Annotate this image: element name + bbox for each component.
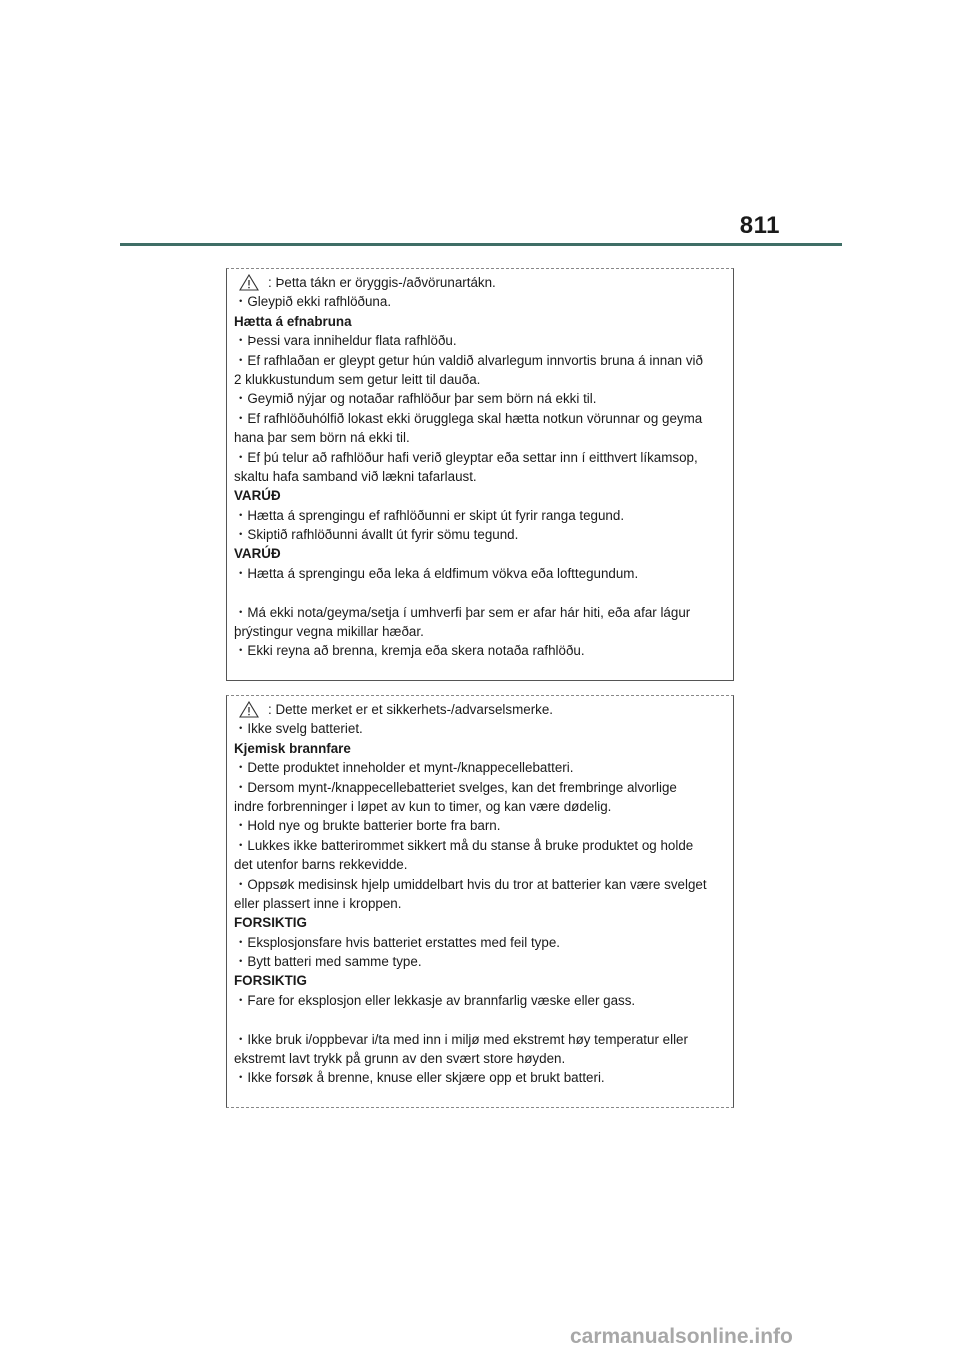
blank-line (234, 1010, 725, 1029)
text-line: ・Gleypið ekki rafhlöðuna. (234, 294, 392, 310)
text-line: ・Ef rafhlöðuhólfið lokast ekki örugglega skal hætta notkun vörunnar og geyma (234, 410, 703, 426)
text-line: ・Eksplosjonsfare hvis batteriet erstattes med feil type. (234, 934, 560, 950)
warning-triangle-icon (239, 701, 259, 718)
section-heading: Hætta á efnabruna (234, 313, 352, 329)
text-line: indre forbrenninger i løpet av kun to timer, og kan være dødelig. (234, 798, 612, 814)
text-line: ・Ikke bruk i/oppbevar i/ta med inn i miljø med ekstremt høy temperatur eller (234, 1031, 688, 1047)
warning-triangle-icon (239, 274, 259, 291)
norwegian-warning-note: : Dette merket er et sikkerhets-/advarselsmerke. (268, 702, 554, 717)
watermark: carmanualsonline.info (570, 1325, 793, 1348)
text-line: ・Ef rafhlaðan er gleypt getur hún valdið alvarlegum innvortis bruna á innan við (234, 352, 703, 368)
text-line: ・Dette produktet inneholder et mynt-/knappecellebatteri. (234, 760, 574, 776)
text-line: ・Ekki reyna að brenna, kremja eða skera notaða rafhlöðu. (234, 643, 585, 659)
section-heading: Kjemisk brannfare (234, 740, 351, 756)
text-line: ・Hætta á sprengingu ef rafhlöðunni er skipt út fyrir ranga tegund. (234, 507, 625, 523)
text-line: eller plassert inne i kroppen. (234, 895, 402, 911)
page-number: 811 (739, 212, 780, 239)
text-line: ・Ikke svelg batteriet. (234, 721, 363, 737)
text-line: ・Ef þú telur að rafhlöður hafi verið gleyptar eða settar inn í eitthvert líkamsop, (234, 449, 698, 465)
caution-heading: VARÚÐ (234, 546, 281, 562)
text-line: ・Bytt batteri med samme type. (234, 954, 422, 970)
caution-heading: FORSIKTIG (234, 915, 307, 931)
icelandic-warning-box (226, 268, 734, 681)
text-line: ・Hætta á sprengingu eða leka á eldfimum vökva eða lofttegundum. (234, 565, 639, 581)
icelandic-warning-note: : Þetta tákn er öryggis-/aðvörunartákn. (268, 275, 496, 290)
text-line: ekstremt lavt trykk på grunn av den svært store høyden. (234, 1051, 566, 1067)
blank-line (234, 583, 725, 602)
text-line: ・Lukkes ikke batterirommet sikkert må du stanse å bruke produktet og holde (234, 837, 694, 853)
text-line: ・Dersom mynt-/knappecellebatteriet svelges, kan det frembringe alvorlige (234, 779, 677, 795)
text-line: skaltu hafa samband við lækni tafarlaust. (234, 468, 477, 484)
text-line: ・Skiptið rafhlöðunni ávallt út fyrir sömu tegund. (234, 527, 519, 543)
text-line: det utenfor barns rekkevidde. (234, 857, 408, 873)
text-line: ・Geymið nýjar og notaðar rafhlöður þar sem börn ná ekki til. (234, 391, 597, 407)
text-line: 2 klukkustundum sem getur leitt til dauða. (234, 371, 481, 387)
text-line: ・Hold nye og brukte batterier borte fra barn. (234, 818, 501, 834)
text-line: ・Oppsøk medisinsk hjelp umiddelbart hvis du tror at batterier kan være svelget (234, 876, 707, 892)
norwegian-warning-header (234, 700, 725, 719)
icelandic-warning-header (234, 273, 725, 292)
text-line: ・Fare for eksplosjon eller lekkasje av brannfarlig væske eller gass. (234, 992, 636, 1008)
caution-heading: FORSIKTIG (234, 973, 307, 989)
text-line: ・Ikke forsøk å brenne, knuse eller skjære opp et brukt batteri. (234, 1070, 605, 1086)
text-line: ・Þessi vara inniheldur flata rafhlöðu. (234, 333, 457, 349)
caution-heading: VARÚÐ (234, 488, 281, 504)
text-line: þrýstingur vegna mikillar hæðar. (234, 624, 424, 640)
text-line: hana þar sem börn ná ekki til. (234, 430, 410, 446)
header-rule (120, 243, 842, 246)
text-line: ・Má ekki nota/geyma/setja í umhverfi þar sem er afar hár hiti, eða afar lágur (234, 604, 691, 620)
norwegian-warning-box (226, 695, 734, 1108)
